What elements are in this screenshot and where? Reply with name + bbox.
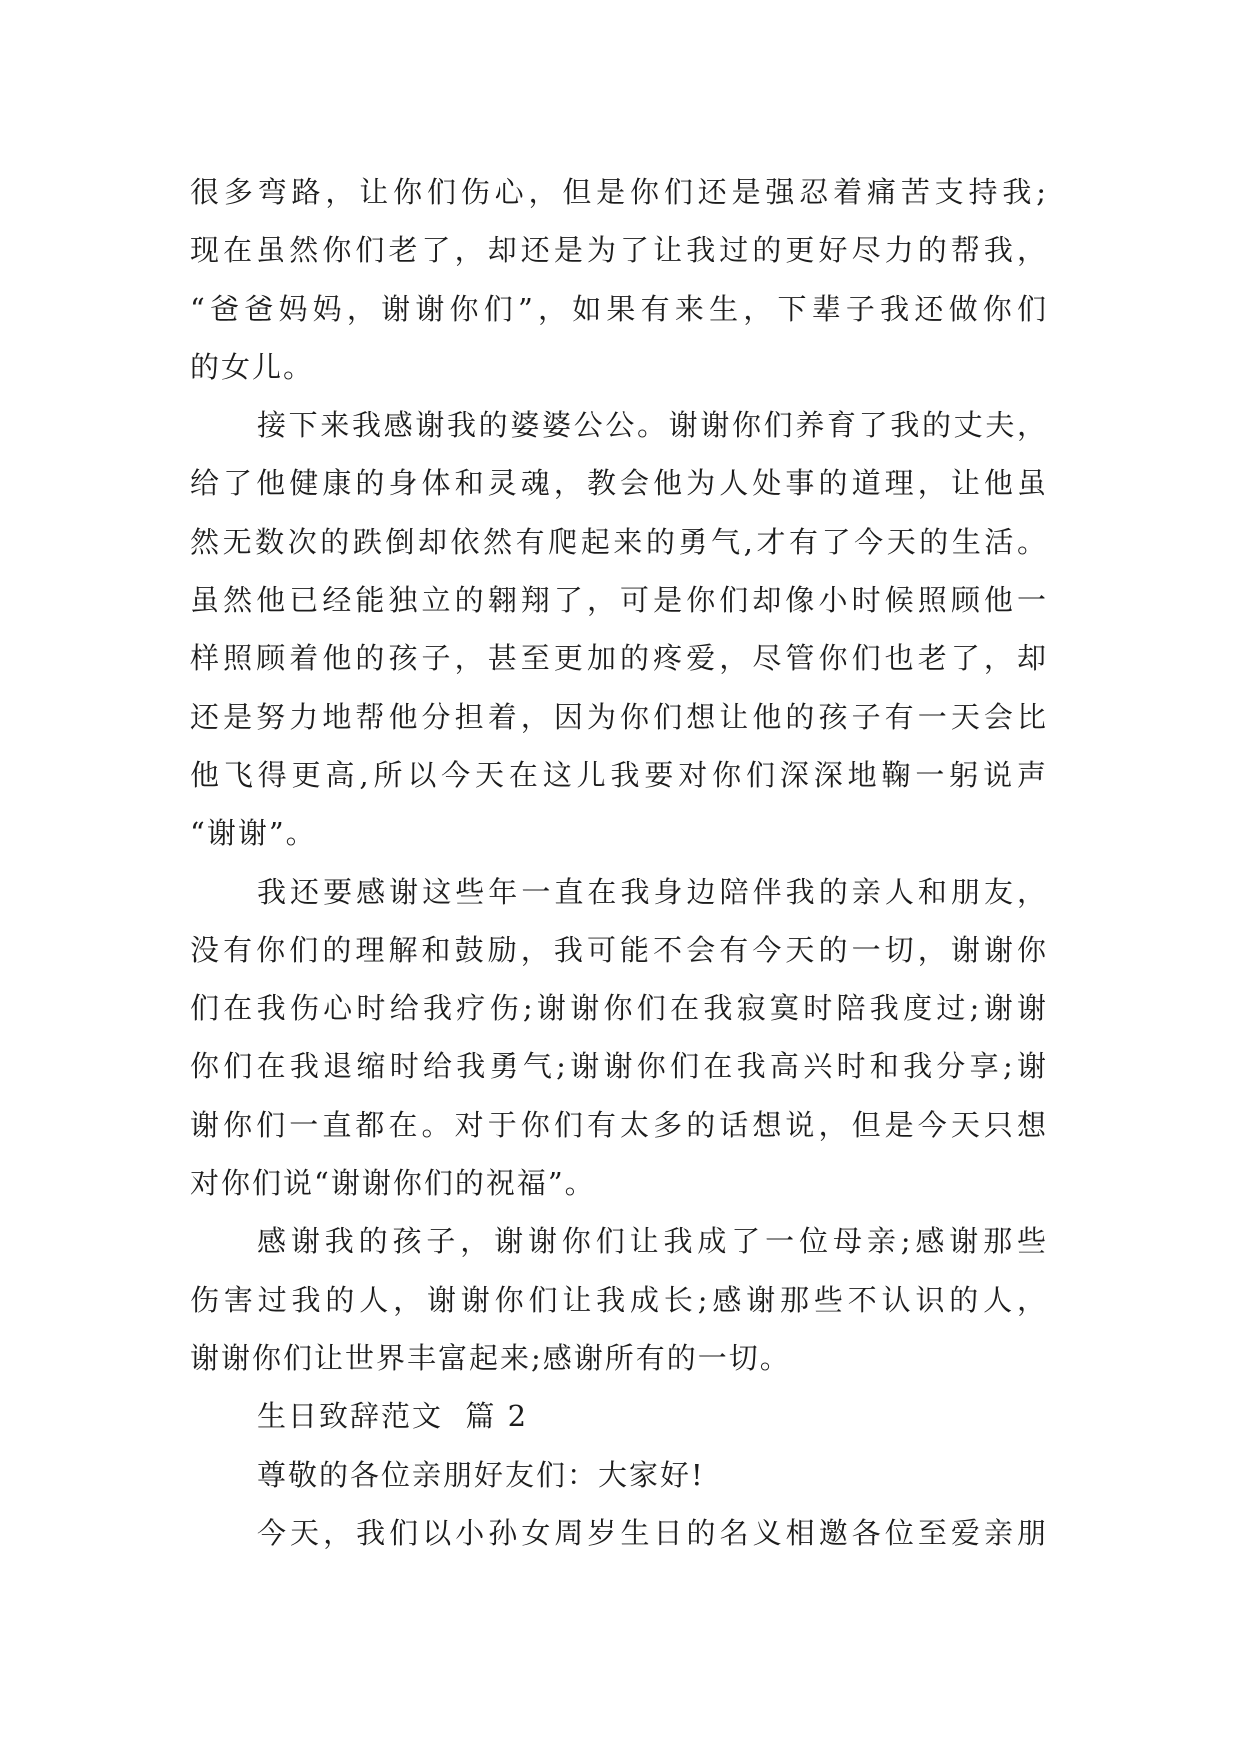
paragraph — [190, 163, 1048, 396]
greeting-line: 尊敬的各位亲朋好友们：大家好! — [257, 1457, 705, 1492]
section-heading: 生日致辞范文 篇 2 — [257, 1399, 529, 1434]
text-line: 虽然他已经能独立的翱翔了，可是你们却像小时候照顾他一 — [190, 583, 1048, 618]
text-line: “谢谢”。 — [190, 816, 317, 851]
text-line: 谢你们一直都在。对于你们有太多的话想说，但是今天只想 — [190, 1107, 1048, 1142]
text-line: 还是努力地帮他分担着，因为你们想让他的孩子有一天会比 — [190, 699, 1048, 734]
text-line: 对你们说“谢谢你们的祝福”。 — [190, 1166, 596, 1201]
text-line: 现在虽然你们老了，却还是为了让我过的更好尽力的帮我， — [190, 233, 1048, 268]
document-body — [190, 163, 1048, 1562]
paragraph — [190, 863, 1048, 1213]
text-line: 你们在我退缩时给我勇气;谢谢你们在我高兴时和我分享;谢 — [190, 1049, 1048, 1084]
paragraph — [190, 1212, 1048, 1387]
text-line: 今天，我们以小孙女周岁生日的名义相邀各位至爱亲朋 — [257, 1515, 1048, 1550]
text-line: 伤害过我的人，谢谢你们让我成长;感谢那些不认识的人， — [190, 1282, 1048, 1317]
text-line: 们在我伤心时给我疗伤;谢谢你们在我寂寞时陪我度过;谢谢 — [190, 991, 1048, 1026]
text-line: 谢谢你们让世界丰富起来;感谢所有的一切。 — [190, 1340, 791, 1375]
paragraph — [190, 396, 1048, 862]
text-line: 给了他健康的身体和灵魂，教会他为人处事的道理，让他虽 — [190, 466, 1048, 501]
text-line: 很多弯路，让你们伤心，但是你们还是强忍着痛苦支持我; — [190, 175, 1048, 209]
text-line: 然无数次的跌倒却依然有爬起来的勇气,才有了今天的生活。 — [190, 524, 1048, 559]
text-line: 感谢我的孩子，谢谢你们让我成了一位母亲;感谢那些 — [257, 1224, 1048, 1259]
text-line: 接下来我感谢我的婆婆公公。谢谢你们养育了我的丈夫， — [257, 408, 1048, 443]
text-line: 没有你们的理解和鼓励，我可能不会有今天的一切，谢谢你 — [190, 932, 1048, 967]
text-line: “爸爸妈妈，谢谢你们”，如果有来生，下辈子我还做你们 — [190, 291, 1048, 326]
text-line: 他飞得更高,所以今天在这儿我要对你们深深地鞠一躬说声 — [190, 757, 1048, 792]
text-line: 我还要感谢这些年一直在我身边陪伴我的亲人和朋友， — [257, 874, 1048, 909]
text-line: 样照顾着他的孩子，甚至更加的疼爱，尽管你们也老了，却 — [190, 641, 1048, 676]
text-line: 的女儿。 — [190, 349, 315, 384]
